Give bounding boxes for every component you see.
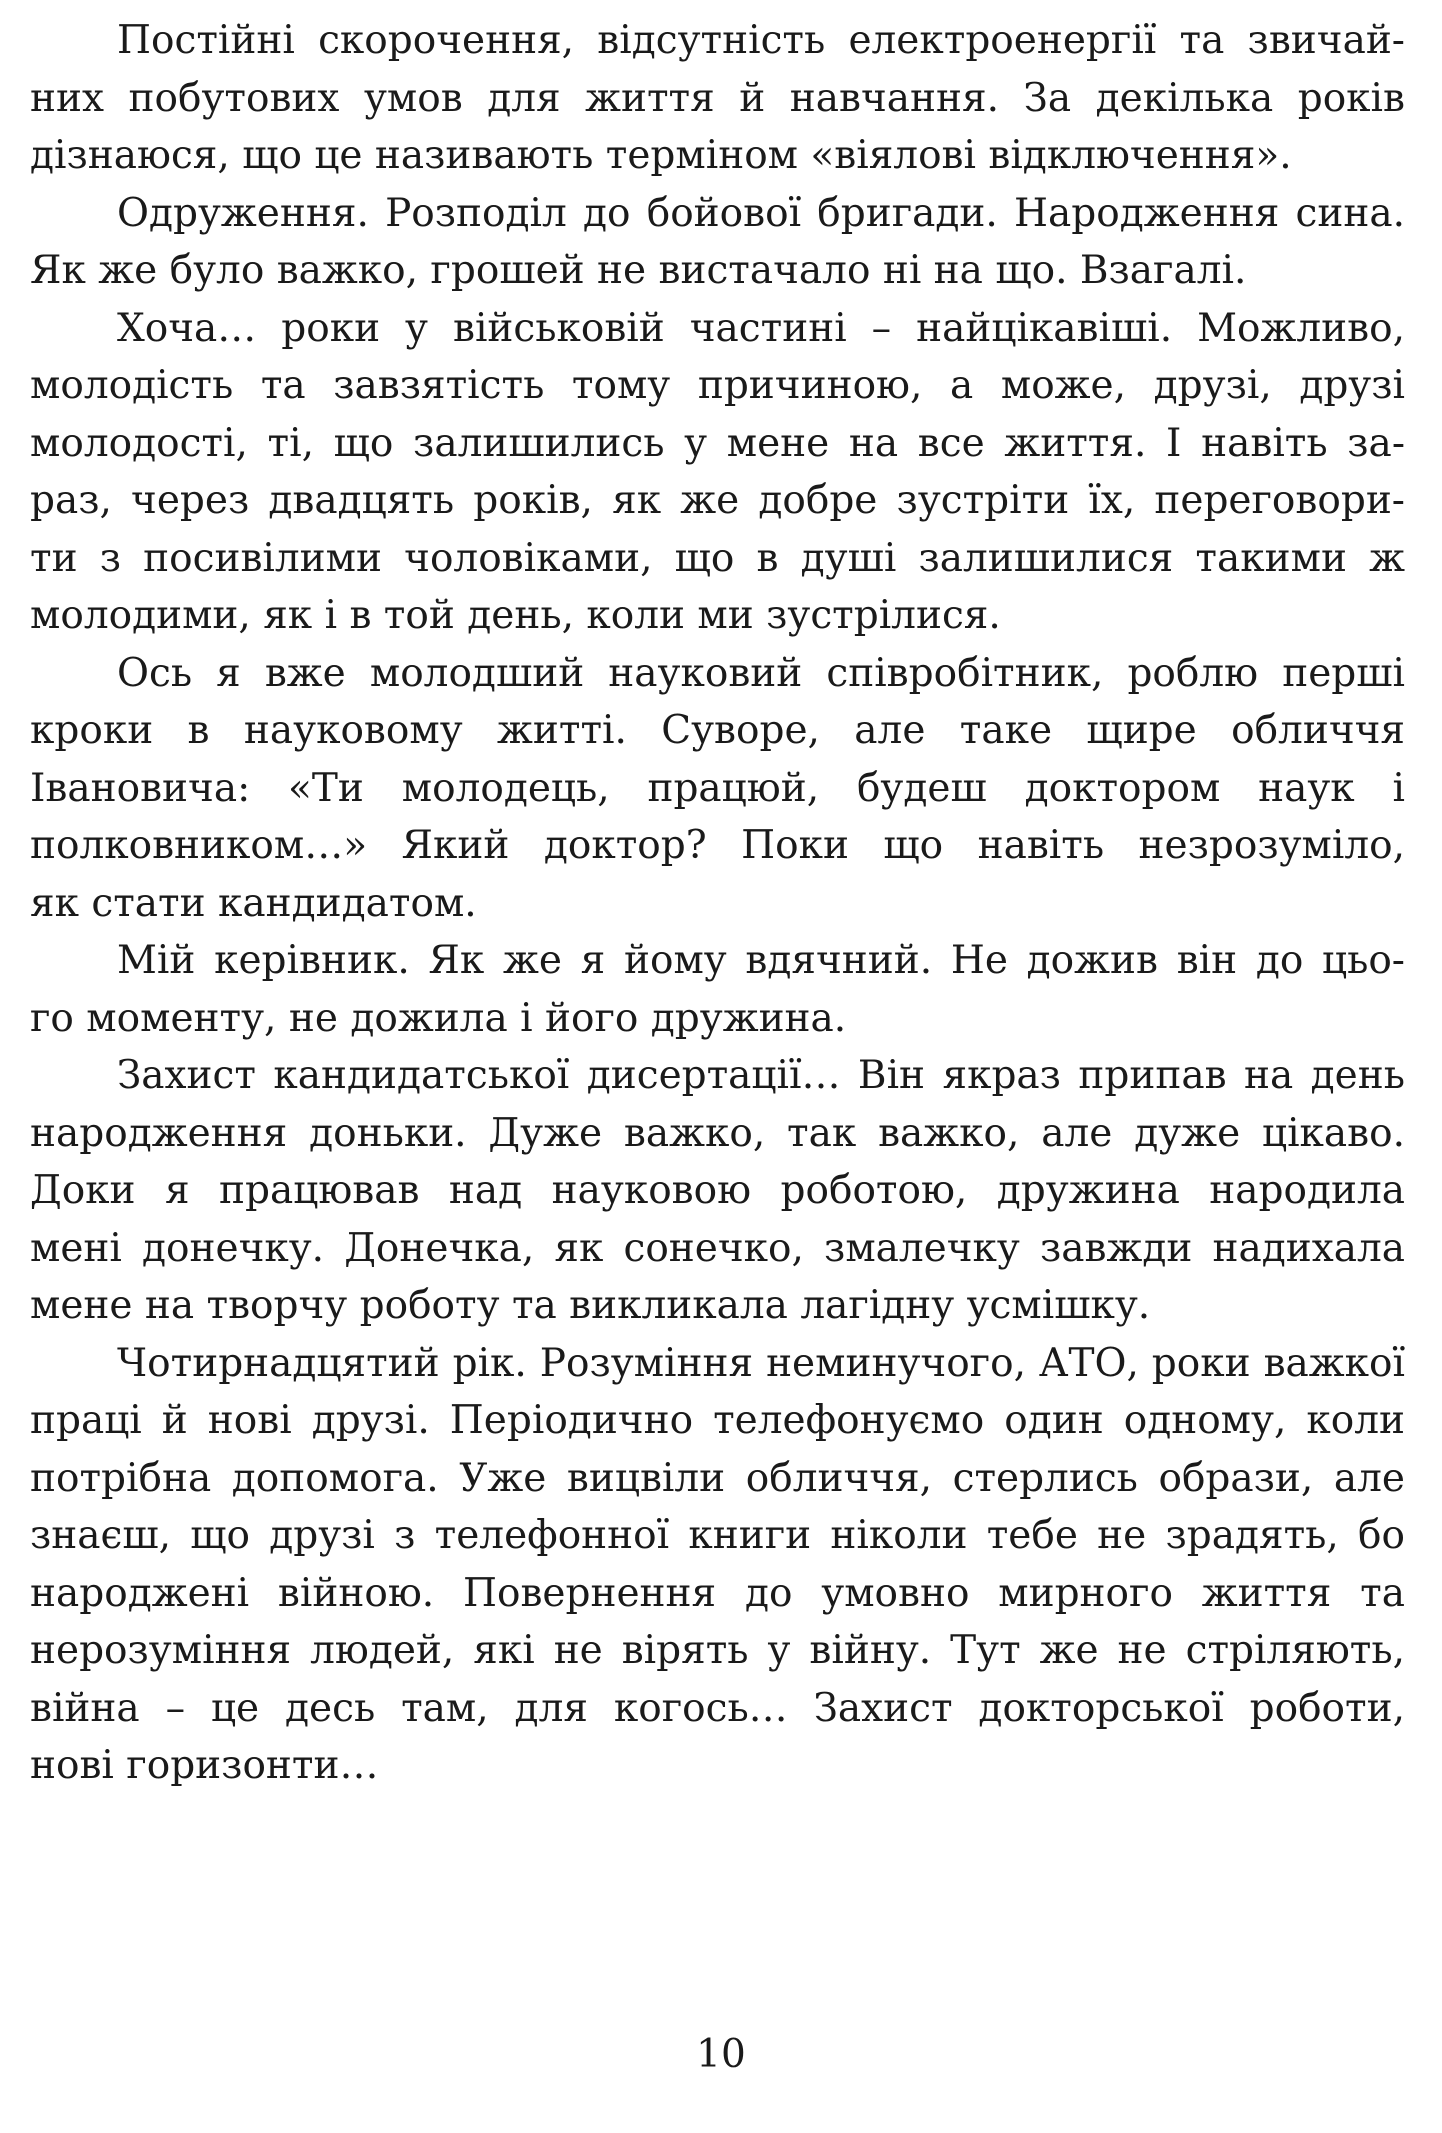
paragraph-2 <box>30 185 1405 300</box>
text-line: мене на творчу роботу та викликала лагідну усмішку. <box>30 1283 1151 1328</box>
text-line: Одруження. Розподіл до бойової бригади. Народження сина. <box>117 190 1405 236</box>
page-number: 10 <box>696 2032 746 2077</box>
paragraph-4 <box>30 645 1405 933</box>
paragraph-6 <box>30 1047 1405 1335</box>
text-line: го моменту, не дожила і його дружина. <box>30 995 847 1041</box>
text-line: молодість та завзятість тому причиною, а може, друзі, друзі <box>30 363 1405 408</box>
text-line: Хоча… роки у військовій частині – найцікавіші. Можливо, <box>117 305 1405 351</box>
text-line: кроки в науковому житті. Суворе, але таке щире обличчя <box>30 708 1405 753</box>
page-body <box>30 12 1405 1795</box>
text-line: мені донечку. Донечка, як сонечко, змалечку завжди надихала <box>30 1225 1405 1271</box>
text-line: народжені війною. Повернення до умовно мирного життя та <box>30 1570 1405 1616</box>
text-line: Як же було важко, грошей не вистачало ні на що. Взагалі. <box>30 248 1247 293</box>
text-line: Мій керівник. Як же я йому вдячний. Не дожив він до цьо- <box>117 938 1405 983</box>
text-line: народження доньки. Дуже важко, так важко, але дуже цікаво. <box>30 1110 1405 1156</box>
text-line: Чотирнадцятий рік. Розуміння неминучого, АТО, роки важкої <box>117 1340 1405 1386</box>
text-line: війна – це десь там, для когось… Захист докторської роботи, <box>30 1685 1405 1731</box>
text-line: Постійні скорочення, відсутність електроенергії та звичай- <box>117 18 1405 63</box>
paragraph-5 <box>30 932 1405 1047</box>
text-line: Захист кандидатської дисертації… Він якраз припав на день <box>117 1053 1405 1098</box>
paragraph-3 <box>30 300 1405 645</box>
text-line: Івановича: «Ти молодець, працюй, будеш доктором наук і <box>30 765 1405 811</box>
text-line: полковником…» Який доктор? Поки що навіть незрозуміло, <box>30 823 1405 868</box>
text-line: раз, через двадцять років, як же добре зустріти їх, переговори- <box>30 478 1405 523</box>
text-line: як стати кандидатом. <box>30 880 477 926</box>
text-line: них побутових умов для життя й навчання. За декілька років <box>30 75 1405 121</box>
text-line: знаєш, що друзі з телефонної книги ніколи тебе не зрадять, бо <box>30 1513 1405 1558</box>
text-line: дізнаюся, що це називають терміном «віялові відключення». <box>30 133 1292 178</box>
paragraph-1 <box>30 12 1405 185</box>
paragraph-7 <box>30 1335 1405 1795</box>
text-line: праці й нові друзі. Періодично телефонуємо один одному, коли <box>30 1398 1405 1443</box>
text-line: молодими, як і в той день, коли ми зустрілися. <box>30 593 1001 638</box>
text-line: Ось я вже молодший науковий співробітник, роблю перші <box>117 650 1405 696</box>
text-line: молодості, ті, що залишились у мене на все життя. І навіть за- <box>30 420 1405 466</box>
text-line: нові горизонти… <box>30 1743 379 1788</box>
text-line: нерозуміння людей, які не вірять у війну. Тут же не стріляють, <box>30 1628 1405 1673</box>
text-line: потрібна допомога. Уже вицвіли обличчя, стерлись образи, але <box>30 1455 1405 1501</box>
text-line: ти з посивілими чоловіками, що в душі залишилися такими ж <box>30 535 1405 581</box>
text-line: Доки я працював над науковою роботою, дружина народила <box>30 1168 1405 1213</box>
